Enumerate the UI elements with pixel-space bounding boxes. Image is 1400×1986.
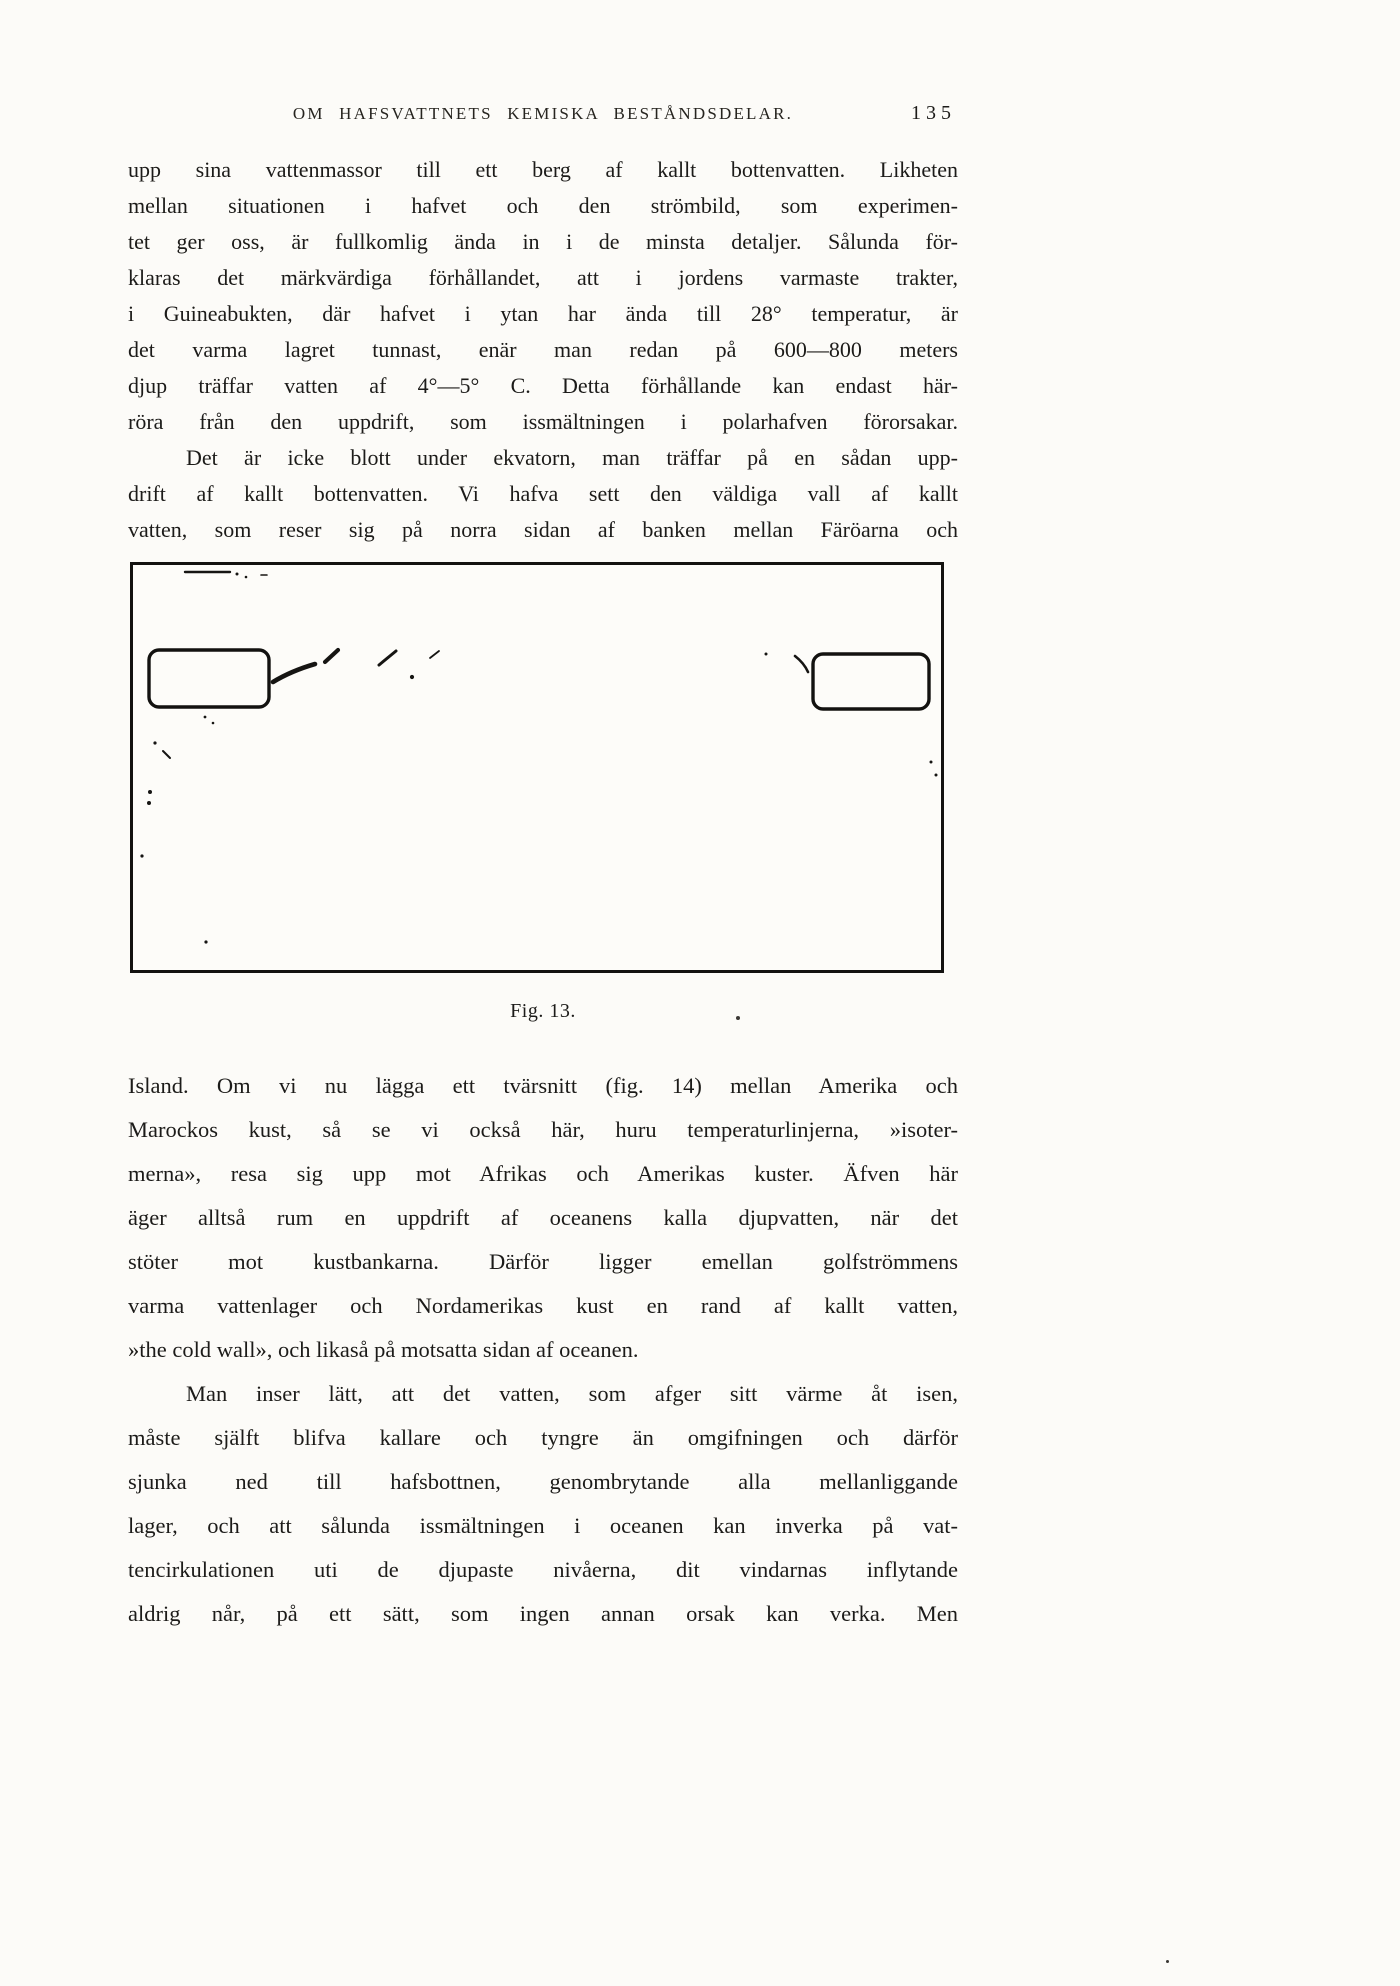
text-line: röra från den uppdrift, som issmältningen i polarhafven förorsakar. [128, 409, 958, 434]
text-line: vatten, som reser sig på norra sidan af banken mellan Färöarna och [128, 517, 958, 542]
text-line: upp sina vattenmassor till ett berg af kallt bottenvatten. Likheten [128, 157, 958, 182]
text-line: stöter mot kustbankarna. Därför ligger emellan golfströmmens [128, 1249, 958, 1274]
text-line: klaras det märkvärdiga förhållandet, att i jordens varmaste trakter, [128, 265, 958, 290]
figure-13-illustration [133, 565, 941, 970]
paragraph [128, 1372, 958, 1636]
figure-13 [130, 562, 944, 973]
figure-label-box-left [149, 650, 269, 707]
figure-label-box-right [813, 654, 929, 709]
page-header [128, 104, 958, 132]
figure-caption: Fig. 13. [510, 1000, 576, 1022]
text-line: tencirkulationen uti de djupaste nivåerna, dit vindarnas inflytande [128, 1557, 958, 1582]
text-line: aldrig når, på ett sätt, som ingen annan orsak kan verka. Men [128, 1601, 958, 1626]
running-title: OM HAFSVATTNETS KEMISKA BESTÅNDSDELAR. [292, 104, 794, 123]
text-block-top [128, 152, 958, 548]
text-block-bottom [128, 1064, 958, 1636]
text-line: merna», resa sig upp mot Afrikas och Amerikas kuster. Äfven här [128, 1161, 958, 1186]
text-line: sjunka ned till hafsbottnen, genombrytande alla mellanliggande [128, 1469, 958, 1494]
text-line: tet ger oss, är fullkomlig ända in i de minsta detaljer. Sålunda för- [128, 229, 958, 254]
text-line: »the cold wall», och likaså på motsatta sidan af oceanen. [128, 1337, 639, 1362]
text-line: äger alltså rum en uppdrift af oceanens kalla djupvatten, när det [128, 1205, 958, 1230]
text-line: Man inser lätt, att det vatten, som afger sitt värme åt isen, [186, 1381, 958, 1406]
scan-speck [1166, 1960, 1169, 1963]
text-line: i Guineabukten, där hafvet i ytan har ända till 28° temperatur, är [128, 301, 958, 326]
text-line: det varma lagret tunnast, enär man redan på 600—800 meters [128, 337, 958, 362]
text-line: djup träffar vatten af 4°—5° C. Detta förhållande kan endast här- [128, 373, 958, 398]
text-line: lager, och att sålunda issmältningen i oceanen kan inverka på vat- [128, 1513, 958, 1538]
figure-pen-marks [140, 572, 937, 944]
paragraph [128, 440, 958, 548]
page-number: 135 [911, 102, 956, 124]
text-line: drift af kallt bottenvatten. Vi hafva sett den väldiga vall af kallt [128, 481, 958, 506]
text-line: mellan situationen i hafvet och den strömbild, som experimen- [128, 193, 958, 218]
text-line: Marockos kust, så se vi också här, huru temperaturlinjerna, »isoter- [128, 1117, 958, 1142]
text-line: Det är icke blott under ekvatorn, man träffar på en sådan upp- [186, 445, 958, 470]
text-line: Island. Om vi nu lägga ett tvärsnitt (fig. 14) mellan Amerika och [128, 1073, 958, 1098]
paragraph [128, 1064, 958, 1372]
paragraph [128, 152, 958, 440]
text-line: måste själft blifva kallare och tyngre än omgifningen och därför [128, 1425, 958, 1450]
scan-speck [736, 1016, 740, 1020]
text-line: varma vattenlager och Nordamerikas kust en rand af kallt vatten, [128, 1293, 958, 1318]
